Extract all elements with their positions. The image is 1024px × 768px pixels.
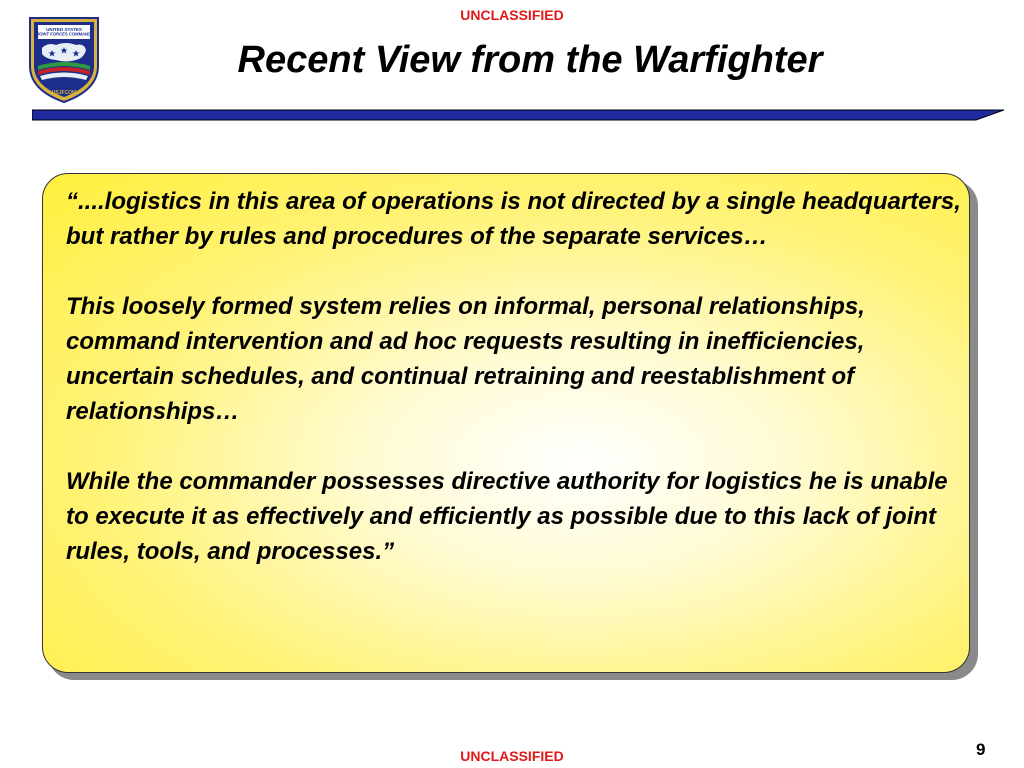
slide-title: Recent View from the Warfighter: [237, 39, 823, 81]
quote-paragraph: While the commander possesses directive authority for logistics he is unable to execute it as effectively and efficiently as possible due to this lack of joint rules, tools, and processes.”: [66, 468, 948, 565]
svg-text:UNITED STATES: UNITED STATES: [46, 27, 82, 32]
page-number: 9: [976, 740, 986, 759]
quote-paragraph: “....logistics in this area of operations is not directed by a single headquarters, but rather by rules and procedures of the separate services…: [66, 188, 961, 250]
quote-paragraph: This loosely formed system relies on informal, personal relationships, command intervention and ad hoc requests resulting in inefficiencies, uncertain schedules, and continual retraining and reestablishment of relationships…: [66, 293, 865, 425]
quote-text-block: [66, 184, 966, 604]
top-classification-label: UNCLASSIFIED: [460, 7, 564, 23]
svg-text:USJFCOM: USJFCOM: [51, 90, 77, 96]
svg-text:JOINT FORCES COMMAND: JOINT FORCES COMMAND: [36, 31, 92, 37]
usjfcom-seal-logo: [26, 14, 102, 104]
title-underline-bar: [32, 108, 1004, 124]
bottom-classification-label: UNCLASSIFIED: [460, 748, 564, 764]
